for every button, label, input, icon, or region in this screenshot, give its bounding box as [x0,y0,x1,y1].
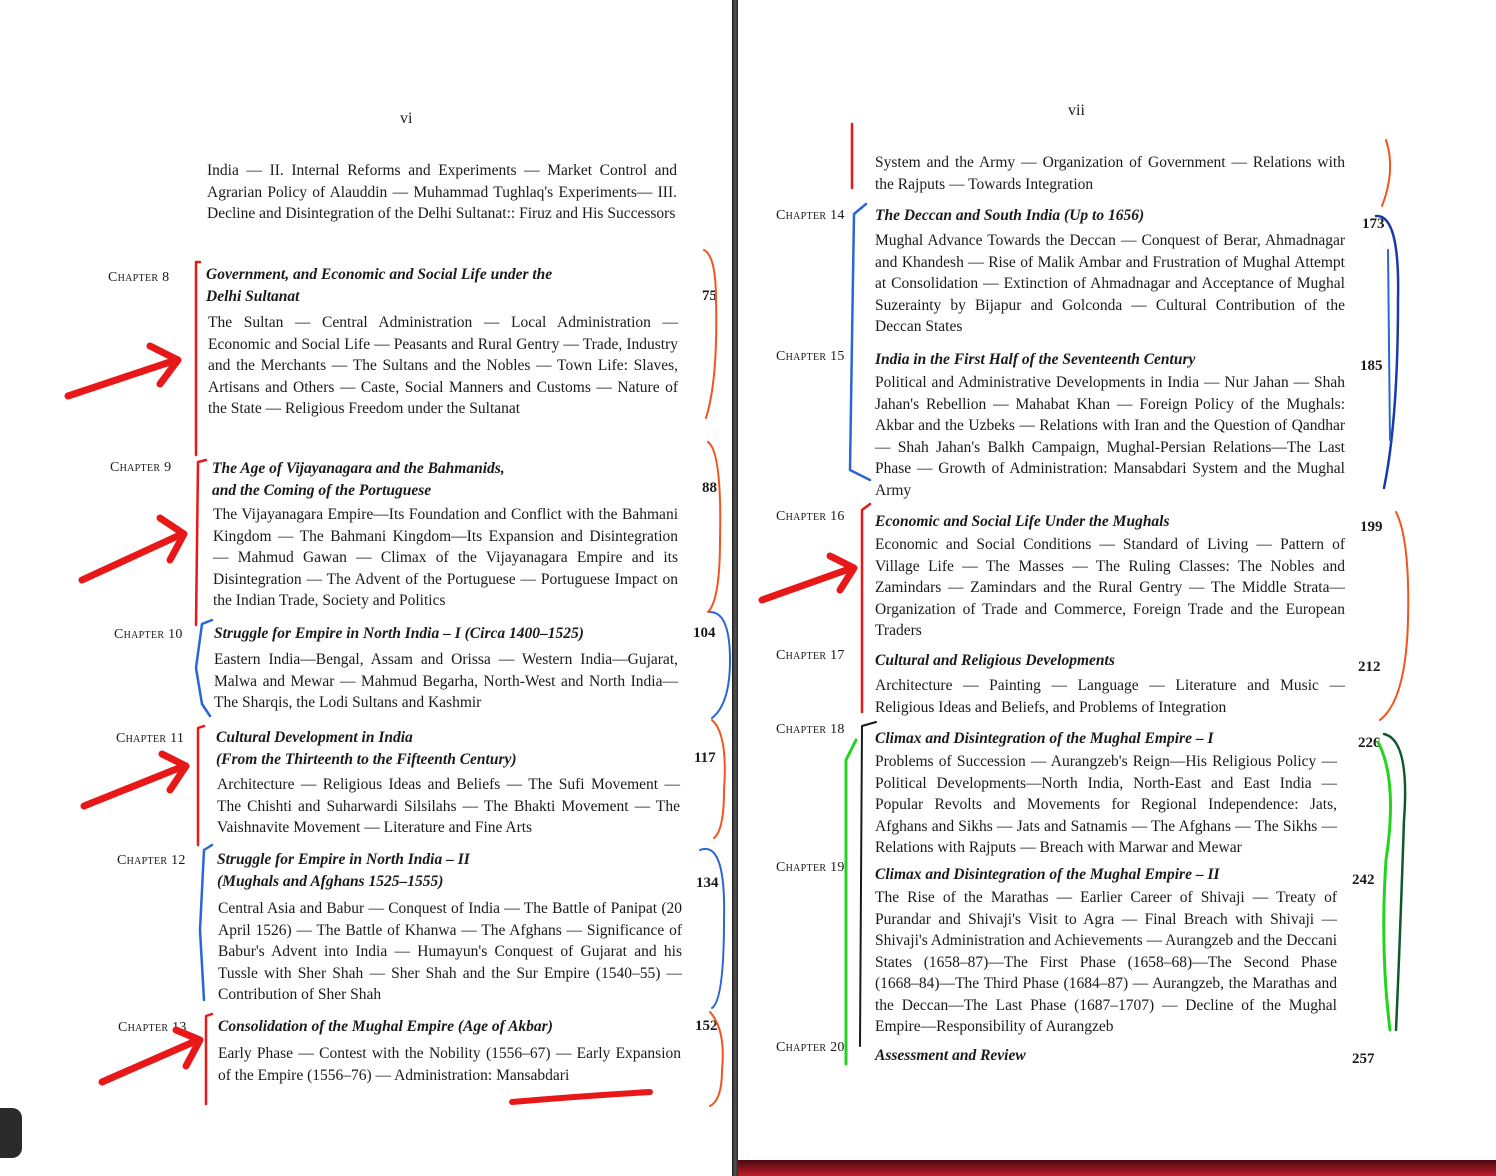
chapter-title [875,205,1144,227]
page-number: vii [1068,102,1085,119]
chapter-title-line: (From the Thirteenth to the Fifteenth Century) [216,751,517,768]
chapter-title-line: Struggle for Empire in North India – I (Circa 1400–1525) [214,625,584,642]
chapter-description: Architecture — Religious Ideas and Beliefs — The Sufi Movement — The Chishti and Suharwardi Silsilahs — The Bhakti Movement — The Vaishnavite Movement — Literature and Fine Arts [217,776,680,836]
chapter-title-line: India in the First Half of the Seventeenth Century [875,351,1196,368]
chapter-title-line: Climax and Disintegration of the Mughal Empire – II [875,866,1220,883]
chapter-description: Problems of Succession — Aurangzeb's Reign—His Religious Policy — Political Developments—North India, North-East and East India — Popular Revolts and Movements for Regional Independence: Jats, Afghans and Sikhs — Jats and Satnamis — The Afghans — The Sikhs — Relations with Rajputs — Breach with Marwar and Mewar [875,753,1337,856]
chapter-description: Political and Administrative Developments in India — Nur Jahan — Shah Jahan's Rebellion — Mahabat Khan — Foreign Policy of the Mughals: Akbar and the Uzbeks — Relations with Iran and the Question of Qandhar — Shah Jahan's Balkh Campaign, Mughal-Persian Relations—The Last Phase — Growth of Administration: Mansabdari System and the Mughal Army [875,374,1345,499]
chapter-title-line: (Mughals and Afghans 1525–1555) [217,873,444,890]
chapter-page-number: 152 [695,1018,718,1034]
continuation-text: India — II. Internal Reforms and Experiments — Market Control and Agrarian Policy of Alauddin — Muhammad Tughlaq's Experiments— III. Decline and Disintegration of the Delhi Sultanat:: Firuz and His Successors [207,162,677,222]
chapter-page-number: 173 [1362,216,1385,232]
chapter-description: Architecture — Painting — Language — Literature and Music — Religious Ideas and Beliefs, and Problems of Integration [875,677,1345,716]
chapter-page-number: 88 [702,480,717,496]
chapter-title-line: Government, and Economic and Social Life under the [206,266,553,283]
chapter-description: Mughal Advance Towards the Deccan — Conquest of Berar, Ahmadnagar and Khandesh — Rise of Malik Ambar and Frustration of Mughal Attempt at Consolidation — Extinction of Ahmadnagar and Acceptance of Mughal Suzerainty by Bijapur and Golconda — Cultural Contribution of the Deccan States [875,232,1345,335]
chapter-label: Chapter 19 [776,860,845,875]
chapter-label: Chapter 9 [110,460,172,475]
chapter-label: Chapter 11 [116,731,185,746]
chapter-page-number: 134 [696,875,719,891]
chapter-title [218,1016,553,1038]
chapter-label: Chapter 12 [117,853,186,868]
continuation-text: System and the Army — Organization of Government — Relations with the Rajputs — Towards Integration [875,154,1345,193]
page-number: vi [400,110,413,127]
chapter-description: The Sultan — Central Administration — Local Administration — Economic and Social Life — Peasants and Rural Gentry — Trade, Industry and the Merchants — The Sultans and the Nobles — Town Life: Slaves, Artisans and Others — Caste, Social Manners and Customs — Nature of the State — Religious Freedom under the Sultanat [208,314,678,417]
chapter-title-line: Cultural and Religious Developments [875,652,1115,669]
chapter-description: Eastern India—Bengal, Assam and Orissa — Western India—Gujarat, Malwa and Mewar — Mahmud Begarha, North-West and North India— The Sharqis, the Lodi Sultans and Kashmir [214,651,678,711]
chapter-title-line: The Deccan and South India (Up to 1656) [875,207,1145,224]
chapter-description: Economic and Social Conditions — Standard of Living — Pattern of Village Life — The Masses — The Ruling Classes: The Nobles and Zamindars — Zamindars and the Rural Gentry — The Middle Strata— Organization of Trade and Commerce, Foreign Trade and the European Traders [875,536,1345,639]
page-bottom-edge [738,1160,1496,1176]
chapter-title-line: Cultural Development in India [216,729,413,746]
chapter-label: Chapter 20 [776,1040,845,1055]
chapter-title-line: Economic and Social Life Under the Mughals [875,513,1170,530]
chapter-description: Central Asia and Babur — Conquest of India — The Battle of Panipat (20 April 1526) — The Battle of Khanwa — The Afghans — Significance of Babur's Advent into India — Humayun's Conquest of Gujarat and his Tussle with Sher Shah — Sher Shah and the Sur Empire (1540–55) — Contribution of Sher Shah [218,900,682,1003]
chapter-page-number: 75 [702,288,717,304]
chapter-page-number: 257 [1352,1051,1375,1067]
chapter-description: Early Phase — Contest with the Nobility (1556–67) — Early Expansion of the Empire (1556–76) — Administration: Mansabdari [218,1045,681,1084]
chapter-label: Chapter 13 [118,1020,187,1035]
chapter-label: Chapter 14 [776,208,845,223]
chapter-page-number: 104 [693,625,716,641]
chapter-title [217,849,470,893]
chapter-label: Chapter 17 [776,648,845,663]
chapter-page-number: 212 [1358,659,1381,675]
chapter-page-number: 117 [694,750,716,766]
chapter-title [875,728,1213,750]
left-page [0,0,732,1176]
chapter-title [214,623,584,645]
chapter-title [212,458,505,502]
binder-clip [0,1108,22,1158]
chapter-title-line: The Age of Vijayanagara and the Bahmanids, [212,460,505,477]
chapter-title [875,349,1195,371]
chapter-title-line: Struggle for Empire in North India – II [217,851,470,868]
chapter-description: The Vijayanagara Empire—Its Foundation and Conflict with the Bahmani Kingdom — The Bahmani Kingdom—Its Expansion and Disintegration — Mahmud Gawan — Climax of the Vijayanagara Empire and its Disintegration — The Advent of the Portuguese — Portuguese Impact on the Indian Trade, Society and Politics [213,506,678,609]
chapter-label: Chapter 18 [776,722,845,737]
chapter-title-line: and the Coming of the Portuguese [212,482,432,499]
chapter-label: Chapter 8 [108,270,170,285]
chapter-label: Chapter 16 [776,509,845,524]
chapter-title-line: Consolidation of the Mughal Empire (Age of Akbar) [218,1018,553,1035]
chapter-title [875,511,1170,533]
chapter-title [875,650,1115,672]
chapter-page-number: 185 [1360,358,1383,374]
right-page [738,0,1496,1176]
chapter-page-number: 199 [1360,519,1383,535]
chapter-page-number: 242 [1352,872,1375,888]
chapter-label: Chapter 15 [776,349,845,364]
chapter-title [206,264,552,308]
chapter-title [875,864,1220,886]
chapter-page-number: 226 [1358,735,1381,751]
chapter-title-line: Climax and Disintegration of the Mughal Empire – I [875,730,1214,747]
chapter-label: Chapter 10 [114,627,183,642]
chapter-title [875,1045,1026,1067]
chapter-title-line: Assessment and Review [875,1047,1026,1064]
chapter-description: The Rise of the Marathas — Earlier Career of Shivaji — Treaty of Purandar and Shivaji's Visit to Agra — Final Breach with Shivaji — Shivaji's Administration and Achievements — Aurangzeb and the Deccani States (1658–87)—The First Phase (1658–68)—The Second Phase (1668–84)—The Third Phase (1684–87) — Aurangzeb, the Marathas and the Deccan—The Last Phase (1687–1707) — Decline of the Mughal Empire—Responsibility of Aurangzeb [875,889,1337,1035]
chapter-title [216,727,517,771]
chapter-title-line: Delhi Sultanat [206,288,300,305]
